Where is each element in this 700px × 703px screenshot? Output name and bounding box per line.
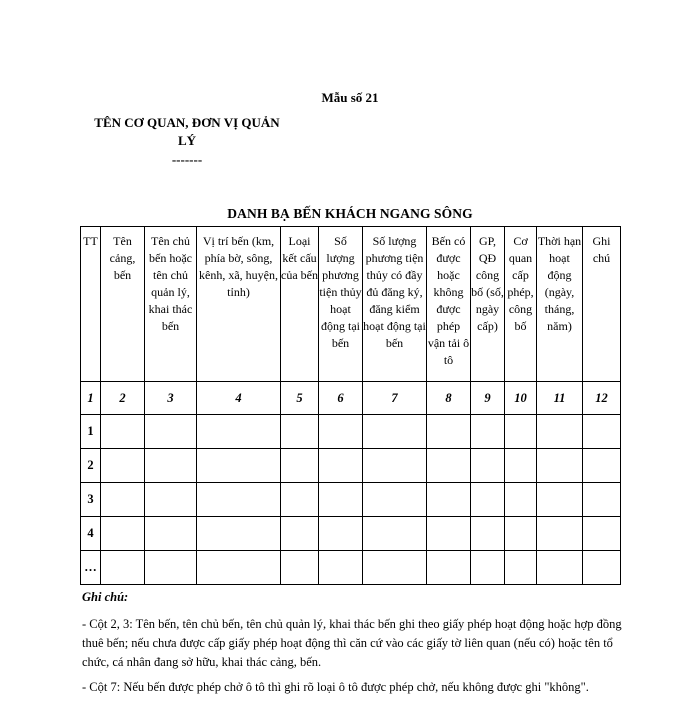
row-number: … [81,551,101,585]
row-number: 1 [81,415,101,449]
header-row [81,227,621,382]
column-number: 3 [145,382,197,415]
empty-cell [363,551,427,585]
empty-cell [101,483,145,517]
empty-cell [363,483,427,517]
header-cell: Số lượng phương tiện thủy có đầy đủ đăng ký, đăng kiểm hoạt động tại bến [363,227,427,382]
empty-cell [537,551,583,585]
empty-cell [197,517,281,551]
header-cell: TT [81,227,101,382]
empty-cell [319,551,363,585]
column-number: 10 [505,382,537,415]
note-item: - Cột 2, 3: Tên bến, tên chủ bến, tên chủ quản lý, khai thác bến ghi theo giấy phép hoạt động hoặc hợp đồng thuê bến; nếu chưa được cấp giấy phép hoạt động thì căn cứ vào các giấy tờ liên quan (nếu có) hoặc tên tổ chức, cá nhân đang sở hữu, khai thác cảng, bến. [82,617,622,669]
empty-cell [471,449,505,483]
agency-name-line-2: LÝ [177,133,197,148]
notes-heading: Ghi chú: [82,590,129,604]
empty-cell [505,415,537,449]
empty-cell [583,415,621,449]
column-number: 1 [81,382,101,415]
table-row [81,517,621,551]
column-number: 2 [101,382,145,415]
column-number: 12 [583,382,621,415]
empty-cell [197,551,281,585]
empty-cell [471,517,505,551]
empty-cell [281,449,319,483]
empty-cell [145,415,197,449]
header-cell: Bến có được hoặc không được phép vận tải ô tô [427,227,471,382]
column-number: 11 [537,382,583,415]
empty-cell [319,517,363,551]
table-row [81,449,621,483]
empty-cell [197,415,281,449]
form-number: Mẫu số 21 [321,90,379,105]
row-number: 3 [81,483,101,517]
empty-cell [427,483,471,517]
column-number: 5 [281,382,319,415]
row-number: 2 [81,449,101,483]
note-item: - Cột 7: Nếu bến được phép chở ô tô thì ghi rõ loại ô tô được phép chở, nếu không được ghi "không". [82,680,589,694]
empty-cell [583,517,621,551]
empty-cell [537,483,583,517]
header-cell: Loại kết cấu của bến [281,227,319,382]
empty-cell [505,483,537,517]
empty-cell [281,483,319,517]
empty-cell [363,415,427,449]
empty-cell [101,551,145,585]
agency-name-line-1: TÊN CƠ QUAN, ĐƠN VỊ QUẢN [94,115,280,130]
empty-cell [145,483,197,517]
empty-cell [583,483,621,517]
empty-cell [427,415,471,449]
empty-cell [471,483,505,517]
column-number: 8 [427,382,471,415]
header-cell: Ghi chú [583,227,621,382]
header-cell: GP, QĐ công bố (số, ngày cấp) [471,227,505,382]
column-number-row [81,382,621,415]
empty-cell [145,449,197,483]
header-cell: Số lượng phương tiện thủy hoạt động tại bến [319,227,363,382]
empty-cell [427,449,471,483]
empty-cell [101,415,145,449]
header-cell: Tên chủ bến hoặc tên chủ quản lý, khai thác bến [145,227,197,382]
row-number: 4 [81,517,101,551]
empty-cell [471,551,505,585]
empty-cell [537,449,583,483]
empty-cell [583,449,621,483]
empty-cell [101,517,145,551]
empty-cell [281,551,319,585]
empty-cell [427,517,471,551]
column-number: 4 [197,382,281,415]
empty-cell [427,551,471,585]
empty-cell [281,517,319,551]
header-cell: Thời hạn hoạt động (ngày, tháng, năm) [537,227,583,382]
empty-cell [197,449,281,483]
agency-name-block [76,114,298,169]
table-row [81,483,621,517]
empty-cell [319,415,363,449]
table-row [81,415,621,449]
table-row [81,551,621,585]
document-title: DANH BẠ BẾN KHÁCH NGANG SÔNG [227,206,473,221]
column-number: 9 [471,382,505,415]
header-cell: Cơ quan cấp phép, công bố [505,227,537,382]
empty-cell [101,449,145,483]
empty-cell [145,551,197,585]
empty-cell [505,551,537,585]
column-number: 7 [363,382,427,415]
notes-section [82,588,622,703]
empty-cell [319,449,363,483]
empty-cell [319,483,363,517]
empty-cell [197,483,281,517]
empty-cell [537,415,583,449]
empty-cell [471,415,505,449]
empty-cell [363,517,427,551]
header-cell: Tên cảng, bến [101,227,145,382]
empty-cell [537,517,583,551]
header-cell: Vị trí bến (km, phía bờ, sông, kênh, xã, huyện, tỉnh) [197,227,281,382]
empty-cell [363,449,427,483]
empty-cell [505,449,537,483]
empty-cell [583,551,621,585]
ferry-directory-table [80,226,621,585]
empty-cell [145,517,197,551]
empty-cell [281,415,319,449]
agency-separator: ------- [171,152,203,167]
empty-cell [505,517,537,551]
column-number: 6 [319,382,363,415]
